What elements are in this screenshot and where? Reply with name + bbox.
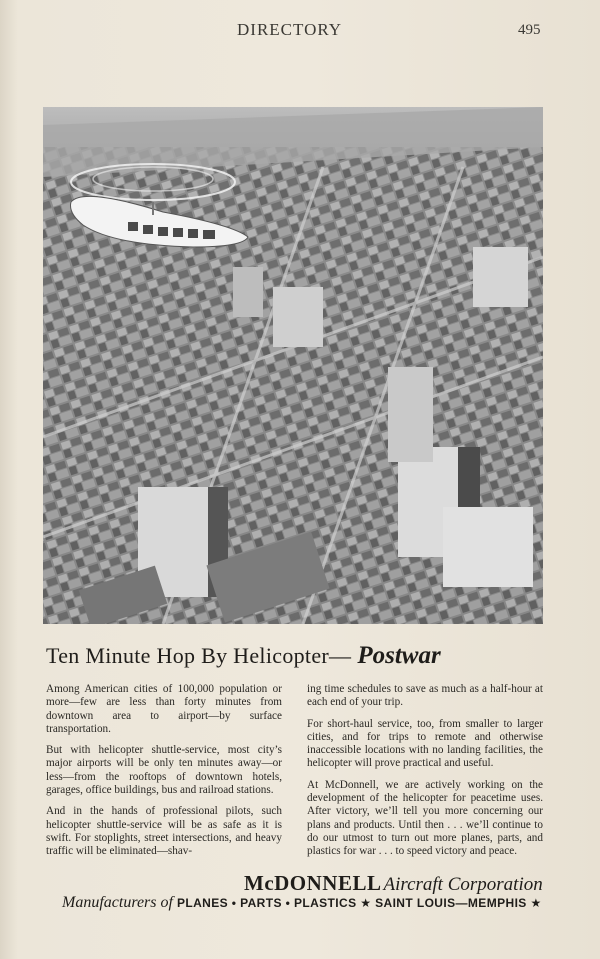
- brand-script: Aircraft Corporation: [383, 874, 543, 895]
- aerial-city-photo: [43, 107, 543, 624]
- body-paragraph: And in the hands of professional pilots, such helicopter shuttle-service will be as safe as it is swift. For stoplights, street intersections, and heavy traffic will be eliminated—shav-: [46, 805, 282, 858]
- headline: [46, 642, 546, 672]
- headline-main: Ten Minute Hop By Helicopter—: [46, 643, 352, 668]
- body-paragraph: Among American cities of 100,000 population or more—few are less than forty minutes from downtown area to airport—by surface transportation.: [46, 683, 282, 735]
- brand-name: McDONNELL: [244, 871, 382, 895]
- body-paragraph: ing time schedules to save as much as a half-hour at each end of your trip.: [307, 683, 543, 709]
- page-number: 495: [518, 22, 541, 38]
- body-column-left: [46, 683, 282, 867]
- running-title: DIRECTORY: [237, 20, 343, 39]
- tagline: [62, 894, 552, 918]
- body-paragraph: But with helicopter shuttle-service, most city’s major airports will be only ten minutes away—or less—from the rooftops of downtown hotels, garages, office buildings, bus and railroad stations.: [46, 744, 282, 797]
- headline-script: Postwar: [357, 642, 441, 669]
- tagline-caps: PLANES • PARTS • PLASTICS ★ SAINT LOUIS—MEMPHIS ★: [176, 896, 542, 910]
- aerial-city-helicopter-photo-icon: [43, 107, 543, 624]
- body-paragraph: At McDonnell, we are actively working on the development of the helicopter for peacetime uses. After victory, we’ll tell you more concerning our plans and products. Until then . . . we’ll continue to do our utmost to turn out more planes, parts, and plastics for war . . . to speed victory and peace.: [307, 778, 543, 858]
- running-head: [0, 20, 600, 44]
- body-paragraph: For short-haul service, too, from smaller to larger cities, and for trips to remote and otherwise inaccessible locations with no landing facilities, the helicopter will prove practical and useful.: [307, 717, 543, 770]
- tagline-script: Manufacturers of: [62, 894, 173, 911]
- body-column-right: [307, 683, 543, 867]
